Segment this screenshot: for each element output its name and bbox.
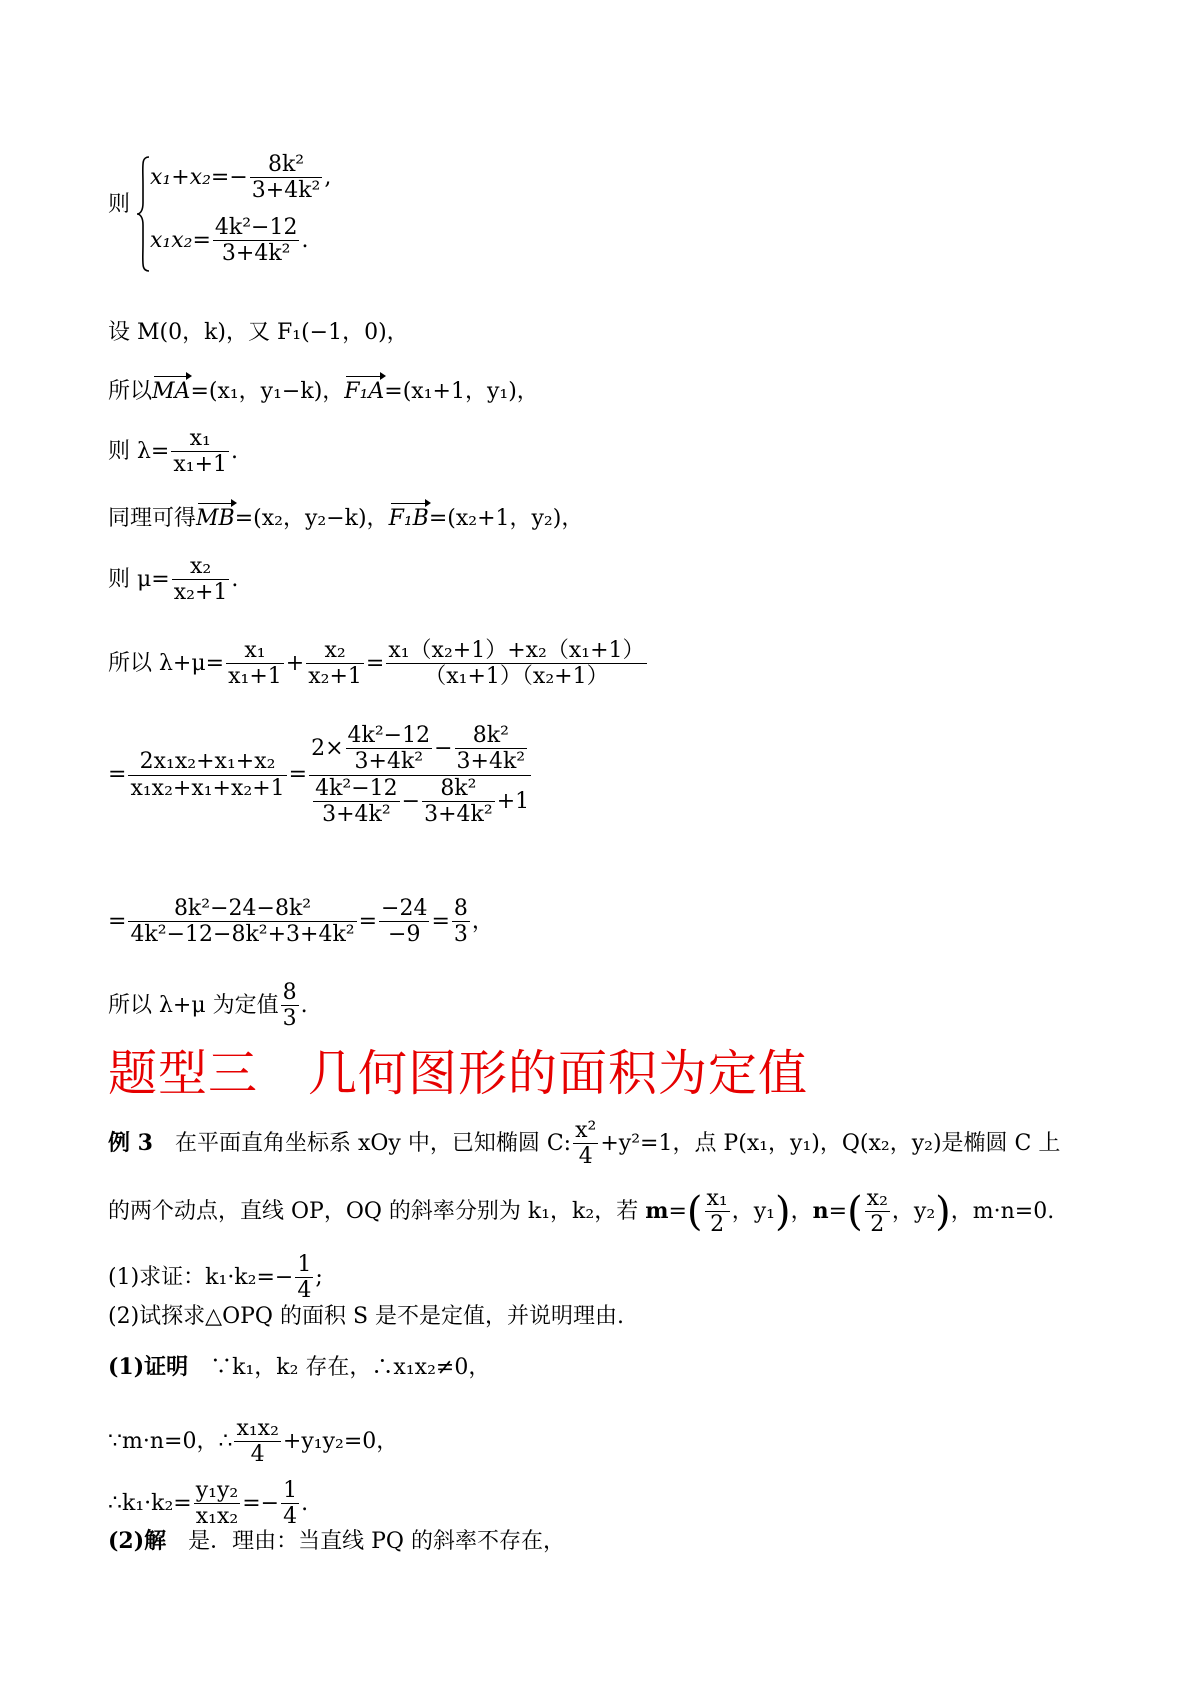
vector-ma: MA [152,379,191,404]
text-line-compound-fraction: = $\frac{\text{2x₁x₂+x₁+x₂}}{\text{x₁x₂+x₁+x₂+1}}$ = 2× $\frac{\text{4k²−12}}{\text{3+4k²}}$ − $\frac{\text{8k²}}{\text{3+4k²}}$ $\frac{\text{4k²−12}}{\text{3+4k²}}$ − $\frac{\text{8k²}}{\text{3+4k²}}$ +1 [108,723,530,827]
text-line-set-m: 设 M(0，k)，又 F₁(−1，0)， [108,320,409,345]
fraction: $\frac{\text{x₁}}{\text{x₁+1}}$ [173,426,228,478]
fraction: $\frac{\text{x₂}}{2}$ [866,1186,888,1238]
fraction: $\frac{8}{3}$ [453,896,468,948]
vector-mb: MB [196,506,235,531]
fraction: $\frac{\text{y₁y₂}}{\text{x₁x₂}}$ [195,1478,239,1530]
section-title: 题型三 几何图形的面积为定值 [108,1045,809,1102]
example-statement: 例 3 在平面直角坐标系 xOy 中，已知椭圆 C: $\frac{\text{x²}}{4}$ +y²=1，点 P(x₁，y₁)，Q(x₂，y₂)是椭圆 C 上 [108,1118,1061,1170]
fraction: $\frac{\text{x₁}}{\text{x₁+1}}$ [228,638,282,690]
example-statement-cont: 的两个动点，直线 OP，OQ 的斜率分别为 k₁，k₂，若 m=( $\frac{\text{x₁}}{2}$ ，y₁)，n=( $\frac{\text{x₂}}{2}$ ，y₂)，m·n=0. [108,1186,1055,1238]
fraction: $\frac{-24}{-9}$ [381,896,428,948]
fraction: $\frac{1}{4}$ [297,1252,312,1304]
fraction: $\frac{\text{x₁x₂}}{4}$ [236,1416,279,1468]
text-line-lambda: 则 λ= $\frac{\text{x₁}}{\text{x₁+1}}$ . [108,426,239,478]
fraction: $\frac{\text{x₂}}{\text{x₂+1}}$ [308,638,362,690]
system-prefix: 则 [108,192,131,217]
fraction: $\frac{1}{4}$ [283,1478,298,1530]
proof-line-1: (1)证明 ∵k₁，k₂ 存在，∴x₁x₂≠0， [108,1354,491,1380]
vector-f1b: F₁B [388,506,429,531]
text-line-simplified: = $\frac{\text{8k²−24−8k²}}{\text{4k²−12−8k²+3+4k²}}$ = $\frac{-24}{-9}$ = $\frac{8}{3}$ ， [108,896,494,948]
equation-product: x₁x₂= $\frac{\text{4k²−12}}{\text{3+4k²}}$ . [150,215,309,267]
fraction: $\frac{\text{2x₁x₂+x₁+x₂}}{\text{x₁x₂+x₁+x₂+1}}$ [130,749,285,801]
left-brace-icon [136,155,150,273]
fraction: $\frac{\text{x₁（x₂+1）+x₂（x₁+1）}}{\text{（x₁+1）（x₂+1）}}$ [388,638,645,690]
text-line-vectors-b: 同理可得MB=(x₂，y₂−k)，F₁B=(x₂+1，y₂)， [108,506,584,531]
text-line-constant: 所以 λ+μ 为定值 $\frac{8}{3}$ . [108,980,308,1032]
fraction: $\frac{\text{x₁}}{2}$ [706,1186,728,1238]
proof-line-2: ∵m·n=0，∴ $\frac{\text{x₁x₂}}{4}$ +y₁y₂=0， [108,1416,399,1468]
equation-sum: x₁+x₂=− $\frac{\text{8k²}}{\text{3+4k²}}$ , [150,152,332,204]
text-line-mu: 则 μ= $\frac{\text{x₂}}{\text{x₂+1}}$ . [108,554,239,606]
proof-line-3: ∴k₁·k₂= $\frac{\text{y₁y₂}}{\text{x₁x₂}}$ =− $\frac{1}{4}$ . [108,1478,309,1530]
compound-fraction: 2× $\frac{\text{4k²−12}}{\text{3+4k²}}$ − $\frac{\text{8k²}}{\text{3+4k²}}$ $\frac{\text{4k²−12}}{\text{3+4k²}}$ − $\frac{\text{8k²}}{\text{3+4k²}}$ +1 [311,723,530,827]
vector-f1a: F₁A [344,379,385,404]
fraction: $\frac{\text{8k²}}{\text{3+4k²}}$ [251,152,321,204]
fraction: $\frac{8}{3}$ [282,980,297,1032]
solution-line: (2)解 是．理由：当直线 PQ 的斜率不存在， [108,1528,565,1554]
fraction: $\frac{\text{x²}}{4}$ [575,1118,597,1170]
fraction: $\frac{\text{8k²−24−8k²}}{\text{4k²−12−8k²+3+4k²}}$ [130,896,355,948]
text-line-lambda-plus-mu: 所以 λ+μ= $\frac{\text{x₁}}{\text{x₁+1}}$ + $\frac{\text{x₂}}{\text{x₂+1}}$ = $\frac{\text{x₁（x₂+1）+x₂（x₁+1）}}{\text{（x₁+1）（x₂+1）}}$ [108,638,645,690]
text-line-vectors-a: 所以MA=(x₁，y₁−k)，F₁A=(x₁+1，y₁)， [108,379,539,404]
fraction: $\frac{\text{4k²−12}}{\text{3+4k²}}$ [214,215,298,267]
fraction: $\frac{\text{x₂}}{\text{x₂+1}}$ [173,554,228,606]
question-1: (1)求证：k₁·k₂=− $\frac{1}{4}$ ; [108,1252,323,1304]
question-2: (2)试探求△OPQ 的面积 S 是不是定值，并说明理由. [108,1304,625,1329]
